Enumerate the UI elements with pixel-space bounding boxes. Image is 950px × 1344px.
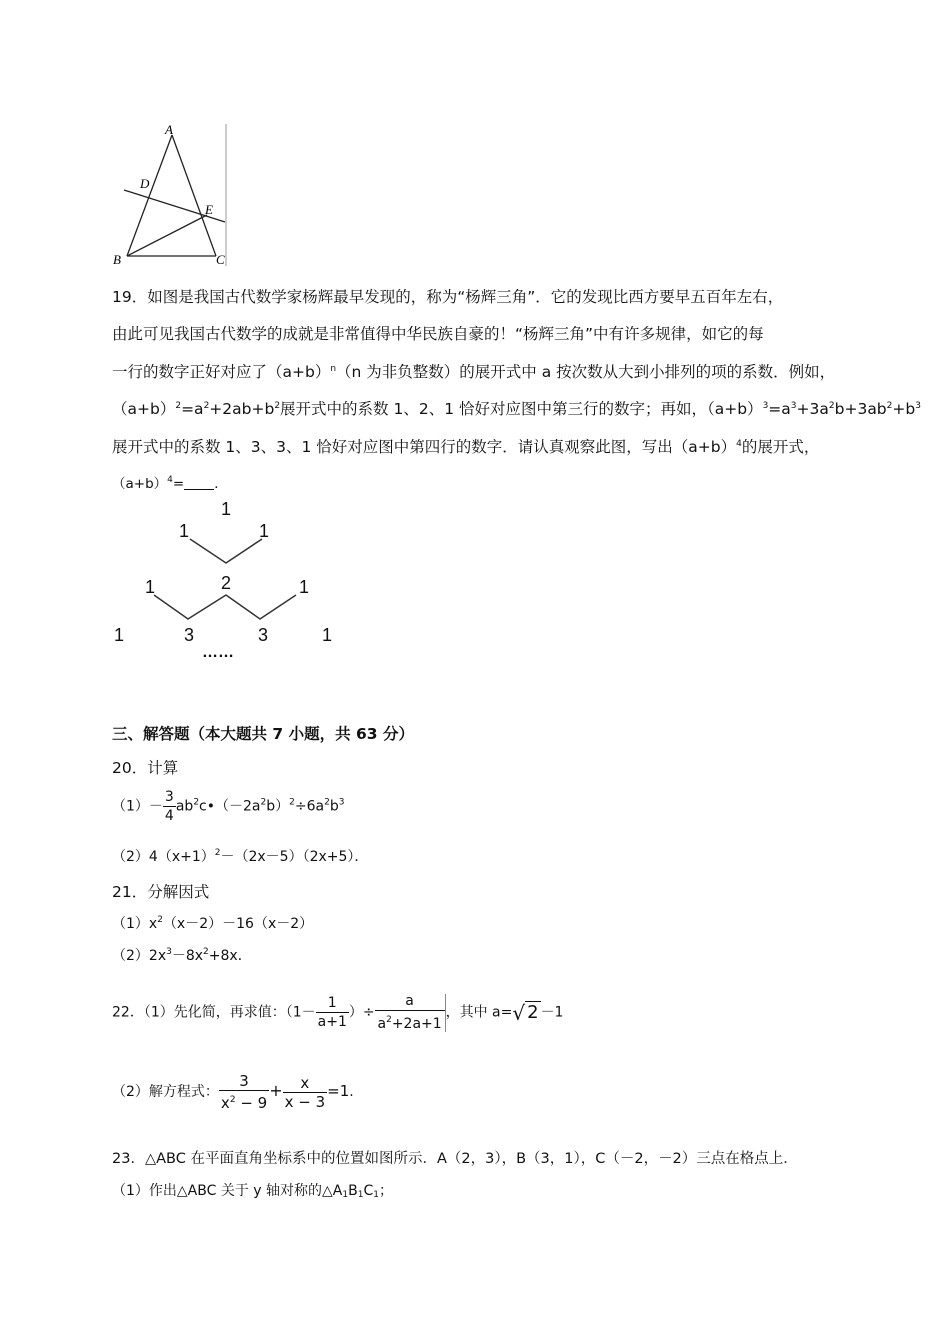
q23-sub2: 1 bbox=[357, 1190, 364, 1200]
q19-line6-end: ． bbox=[214, 476, 228, 492]
label-c: C bbox=[216, 252, 225, 267]
q23-sub1: 1 bbox=[342, 1190, 349, 1200]
q19-line4-c: +2ab+b bbox=[209, 400, 275, 418]
q19-line4-sup-b3: 3 bbox=[915, 401, 921, 411]
pascal-r2-2: 1 bbox=[259, 521, 270, 541]
q19-line3 bbox=[112, 360, 835, 382]
sqrt-symbol: √ bbox=[512, 1000, 526, 1025]
q19-line2: 由此可见我国古代数学的成就是非常值得中华民族自豪的！“杨辉三角”中有许多规律，如它的每 bbox=[112, 325, 764, 343]
q22-p2-label: （2）解方程式： bbox=[112, 1084, 219, 1100]
q19-line4-f: +3a bbox=[796, 400, 829, 418]
q21-p2-b: －8x bbox=[171, 948, 204, 964]
pascal-r3-3: 1 bbox=[299, 577, 310, 597]
q20-part2 bbox=[112, 846, 368, 866]
q20-frac-den: 4 bbox=[164, 808, 174, 824]
q20-p2: （2）4（x+1） bbox=[112, 849, 215, 865]
q20-p1-label: （1）－ bbox=[112, 798, 163, 815]
pascal-r3-1: 1 bbox=[145, 577, 156, 597]
q19-line6 bbox=[112, 472, 228, 492]
q22-p2-plus: + bbox=[269, 1081, 283, 1100]
q22-eq-frac1-num: 3 bbox=[219, 1072, 269, 1091]
q20-frac-num: 3 bbox=[164, 789, 174, 805]
q20-fraction bbox=[163, 788, 176, 825]
q20-part1 bbox=[112, 788, 344, 825]
section-heading: 三、解答题（本大题共 7 小题，共 63 分） bbox=[112, 725, 414, 743]
label-d: D bbox=[140, 176, 150, 191]
q22-eq-frac1-sup: 2 bbox=[229, 1095, 236, 1105]
q20-p1-sup2: 2 bbox=[260, 797, 267, 808]
q19-line5-sup: 4 bbox=[736, 439, 742, 449]
q22-eq-fraction2 bbox=[283, 1074, 328, 1111]
q20-p1-sup4: 2 bbox=[324, 797, 330, 808]
q19-line4-sup-b2b: 2 bbox=[886, 401, 893, 411]
q22-frac2-den-a: a bbox=[377, 1016, 387, 1032]
pascal-r1-1: 1 bbox=[221, 499, 232, 519]
q21-p2-c: +8x． bbox=[208, 948, 252, 964]
q19-line5 bbox=[112, 435, 819, 457]
answer-blank[interactable] bbox=[184, 477, 214, 490]
q22-eq-frac1-den-a: x bbox=[220, 1094, 230, 1112]
pascal-r2-1: 1 bbox=[179, 521, 190, 541]
q22-p1-end: －1 bbox=[540, 1004, 564, 1021]
q22-p1-mid: ）÷ bbox=[348, 1004, 375, 1021]
q22-p1-label: 22．（1）先化简，再求值：（1－ bbox=[112, 1004, 316, 1021]
q22-part1 bbox=[112, 992, 563, 1033]
q22-frac2-sup: 2 bbox=[386, 1015, 392, 1025]
q22-fraction1 bbox=[316, 994, 349, 1031]
pascal-r4-2: 3 bbox=[184, 625, 195, 645]
q22-frac2-den-b: +2a+1 bbox=[391, 1016, 442, 1032]
q19-line5-a: 展开式中的系数 1、3、3、1 恰好对应图中第四行的数字．请认真观察此图，写出（a+b） bbox=[112, 438, 737, 456]
q21-p1-a: （1）x bbox=[112, 916, 158, 932]
label-e: E bbox=[205, 202, 213, 217]
q19-line4 bbox=[112, 397, 921, 419]
q23-line2 bbox=[112, 1180, 393, 1200]
q23-line1: 23．△ABC 在平面直角坐标系中的位置如图所示．A（2，3），B（3，1），C（－2，－2）三点在格点上． bbox=[112, 1151, 798, 1167]
q23-line2-a: （1）作出△ABC 关于 y 轴对称的△A bbox=[112, 1183, 343, 1199]
q22-frac2-num: a bbox=[375, 992, 445, 1011]
q20-p1-d: ÷6a bbox=[294, 798, 325, 815]
q19-line6-b: = bbox=[172, 476, 185, 492]
pascal-r3-2: 2 bbox=[221, 573, 232, 593]
q21-p1-b: （x－2）－16（x－2） bbox=[162, 916, 314, 932]
q22-frac1-den: a+1 bbox=[317, 1014, 347, 1030]
q20-p1-c: b） bbox=[266, 798, 290, 815]
q23-line2-b: B bbox=[348, 1183, 358, 1199]
q22-frac1-num: 1 bbox=[316, 994, 349, 1013]
q19-line4-sup-b2: 2 bbox=[274, 401, 281, 411]
q22-p1-tail: ，其中 a= bbox=[445, 1004, 513, 1021]
q19-line3-sup: n bbox=[330, 364, 337, 374]
q20-p2-sup: 2 bbox=[214, 848, 221, 858]
q19-line1: 19．如图是我国古代数学家杨辉最早发现的，称为“杨辉三角”．它的发现比西方要早五百年左右， bbox=[112, 288, 784, 306]
q22-sqrt-arg: 2 bbox=[527, 1002, 539, 1023]
label-b: B bbox=[113, 252, 121, 267]
q19-line3-a: 一行的数字正好对应了（a+b） bbox=[112, 363, 331, 381]
q19-line4-sup3: 3 bbox=[762, 401, 769, 411]
pascal-r4-3: 3 bbox=[258, 625, 269, 645]
q21-p2-sup1: 3 bbox=[166, 947, 172, 957]
q19-line4-sup-a3: 3 bbox=[790, 401, 797, 411]
pascal-r4-4: 1 bbox=[322, 625, 333, 645]
q20-p2-b: －（2x－5）（2x+5）． bbox=[220, 849, 369, 865]
q22-part2 bbox=[112, 1072, 354, 1112]
q22-frac2-den bbox=[375, 1011, 445, 1033]
q19-line3-b: （n 为非负整数）的展开式中 a 按次数从大到小排列的项的系数．例如， bbox=[336, 363, 836, 381]
q21-p2-sup2: 2 bbox=[203, 947, 209, 957]
q21-part2 bbox=[112, 945, 252, 965]
q22-eq-frac1-den-b: − 9 bbox=[235, 1094, 268, 1112]
q22-eq-fraction1 bbox=[219, 1072, 269, 1112]
q22-eq-frac1-den bbox=[219, 1091, 269, 1112]
q19-line4-h: +b bbox=[892, 400, 916, 418]
q21-part1 bbox=[112, 913, 313, 933]
q20-p1-a: ab bbox=[175, 798, 194, 815]
q19-line4-sup: 2 bbox=[175, 401, 182, 411]
q22-p2-end: =1 bbox=[327, 1082, 350, 1100]
q19-line4-g: b+3ab bbox=[834, 400, 887, 418]
q22-fraction2 bbox=[375, 992, 445, 1033]
q20-p1-sup1: 2 bbox=[193, 797, 200, 808]
q23-sub3: 1 bbox=[373, 1190, 379, 1200]
q19-line4-e: =a bbox=[768, 400, 791, 418]
q21-title: 21．分解因式 bbox=[112, 883, 210, 901]
q19-line5-b: 的展开式， bbox=[741, 438, 820, 456]
pascal-ellipsis: …… bbox=[202, 644, 234, 660]
label-a: A bbox=[165, 122, 173, 137]
q19-line6-a: （a+b） bbox=[112, 476, 168, 492]
pascal-triangle-figure bbox=[108, 495, 338, 660]
q21-p1-sup: 2 bbox=[157, 915, 163, 925]
q20-p1-sup3: 2 bbox=[289, 797, 295, 808]
pascal-r4-1: 1 bbox=[114, 625, 125, 645]
q19-line4-sup-a2: 2 bbox=[203, 401, 210, 411]
q19-line4-sup-a2b: 2 bbox=[828, 401, 835, 411]
q21-p2-a: （2）2x bbox=[112, 948, 167, 964]
q19-line4-b: =a bbox=[181, 400, 204, 418]
q20-p1-b: c•（－2a bbox=[199, 798, 261, 815]
q23-line2-c: C bbox=[363, 1183, 374, 1199]
q20-p1-e: b bbox=[329, 798, 339, 815]
q22-eq-frac2-den: x − 3 bbox=[284, 1092, 326, 1111]
q23-line2-d: ； bbox=[378, 1183, 393, 1199]
q22-eq-frac2-num: x bbox=[283, 1074, 328, 1093]
q22-p2-dot: . bbox=[349, 1084, 354, 1100]
q20-p1-sup5: 3 bbox=[338, 797, 345, 808]
triangle-figure bbox=[110, 118, 235, 268]
q19-line4-a: （a+b） bbox=[112, 400, 176, 418]
q19-line6-sup: 4 bbox=[167, 475, 173, 485]
q19-line4-d: 展开式中的系数 1、2、1 恰好对应图中第三行的数字；再如，（a+b） bbox=[280, 400, 763, 418]
q20-title: 20．计算 bbox=[112, 759, 179, 777]
